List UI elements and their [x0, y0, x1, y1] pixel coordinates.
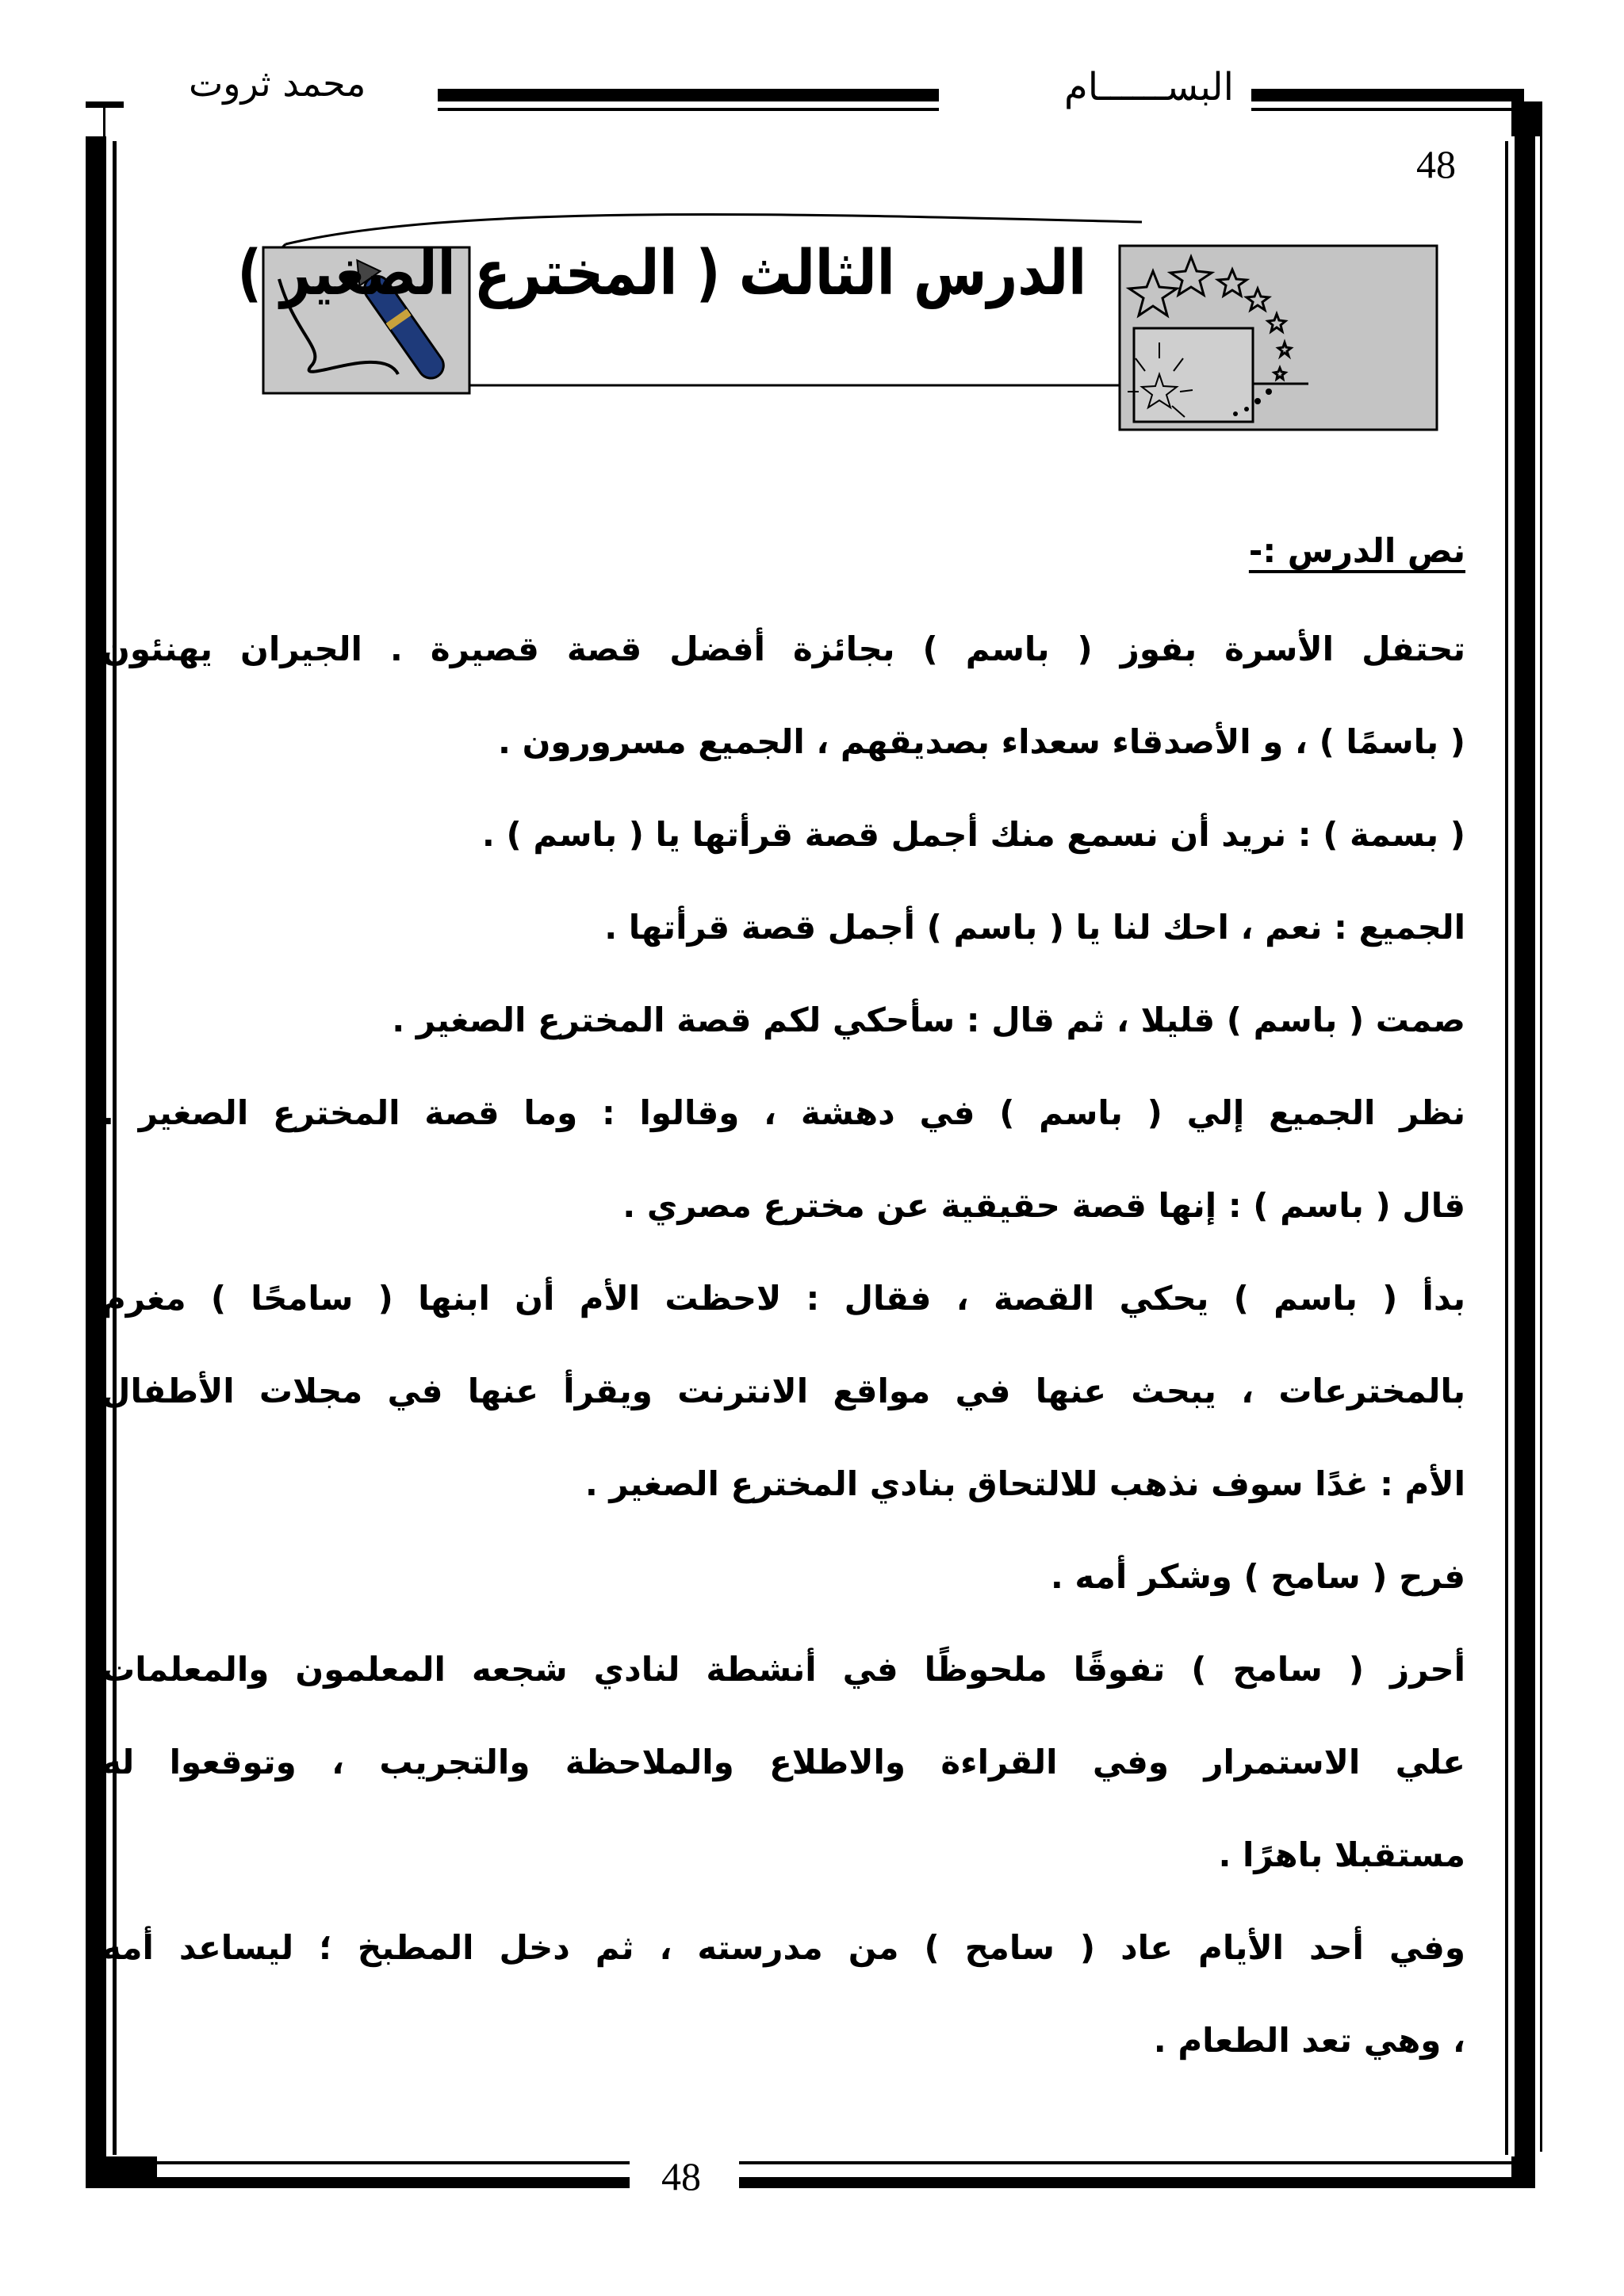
text-line: نظر الجميع إلي ( باسم ) في دهشة ، وقالوا : وما قصة المخترع الصغير . [102, 1093, 1465, 1132]
header-rule-corner [1511, 101, 1540, 136]
text-line: قال ( باسم ) : إنها قصة حقيقية عن مخترع مصري . [622, 1186, 1465, 1225]
header-rule-right [1251, 89, 1524, 101]
footer-rule-right [739, 2177, 1516, 2188]
footer-page-number: 48 [661, 2154, 701, 2198]
text-line: ( بسمة ) : نريد أن نسمع منك أجمل قصة قرأتها يا ( باسم ) . [481, 815, 1465, 854]
lesson-text [102, 603, 1465, 2087]
text-line: ( باسمًا ) ، و الأصدقاء سعداء بصديقهم ، الجميع مسرورون . [498, 722, 1465, 761]
text-line: بالمخترعات ، يبحث عنها في مواقع الانترنت ويقرأ عنها في مجلات الأطفال [102, 1372, 1465, 1410]
header-book-title: البســــــام [1064, 65, 1234, 109]
text-line: الأم : غدًا سوف نذهب للالتحاق بنادي المخترع الصغير . [584, 1464, 1465, 1503]
footer-rule-left-corner [86, 2156, 157, 2188]
header-page-number: 48 [1416, 142, 1456, 186]
text-line: وفي أحد الأيام عاد ( سامح ) من مدرسته ، ثم دخل المطبخ ؛ ليساعد أمه [102, 1928, 1465, 1967]
text-line: أحرز ( سامح ) تفوقًا ملحوظًا في أنشطة لنادي شجعه المعلمون والمعلمات [102, 1650, 1465, 1689]
header-rule-right-thin [1251, 108, 1524, 111]
header-author: محمد ثروت [189, 62, 366, 105]
frame-right-thin [1505, 141, 1508, 2155]
text-line: الجميع : نعم ، احك لنا يا ( باسم ) أجمل قصة قرأتها . [604, 908, 1465, 947]
text-line: علي الاستمرار وفي القراءة والاطلاع والملاحظة والتجريب ، وتوقعوا له [102, 1743, 1465, 1781]
text-line: بدأ ( باسم ) يحكي القصة ، فقال : لاحظت الأم أن ابنها ( سامحًا ) مغرم [102, 1279, 1465, 1318]
header-rule-corner-left [86, 101, 124, 108]
header-rule-left-thin [438, 108, 939, 111]
frame-outer-right [1540, 101, 1542, 2152]
footer-rule-right-corner [1511, 2156, 1535, 2188]
footer-rule-left [152, 2177, 630, 2188]
text-line: صمت ( باسم ) قليلا ، ثم قال : سأحكي لكم قصة المخترع الصغير . [392, 1001, 1465, 1039]
lesson-title: الدرس الثالث ( المخترع الصغير ) [237, 238, 1086, 309]
section-heading: نص الدرس :- [1248, 531, 1465, 570]
text-line: مستقبلا باهرًا . [1218, 1835, 1465, 1874]
text-line: ، وهي تعد الطعام . [1153, 2021, 1465, 2060]
frame-right-bar [1515, 133, 1535, 2171]
stars-icon [1121, 247, 1438, 431]
text-line: فرح ( سامح ) وشكر أمه . [1050, 1557, 1465, 1596]
footer-rule-left-thin [152, 2161, 630, 2164]
text-line: تحتفل الأسرة بفوز ( باسم ) بجائزة أفضل قصة قصيرة . الجيران يهنئون [102, 629, 1465, 668]
header-rule-left [438, 89, 939, 101]
footer-rule-right-thin [739, 2161, 1516, 2164]
